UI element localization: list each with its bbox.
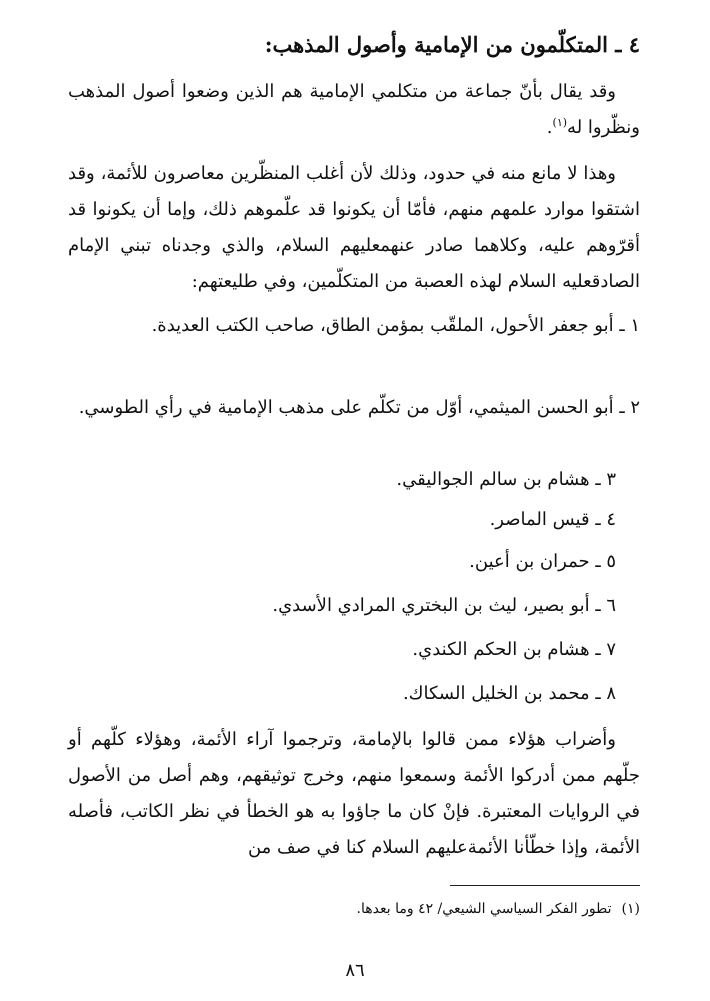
list-item-6: ٦ ـ أبو بصير، ليث بن البختري المرادي الأسدي. xyxy=(272,595,616,616)
paragraph-conclusion xyxy=(68,722,640,866)
paragraph-argument xyxy=(68,156,640,300)
list-item-3: ٣ ـ هشام بن سالم الجواليقي. xyxy=(396,469,616,490)
list-item-7: ٧ ـ هشام بن الحكم الكندي. xyxy=(412,639,616,660)
paragraph-argument-text: وهذا لا مانع منه في حدود، وذلك لأن أغلب المنظّرين معاصرون للأئمة، وقد اشتقوا موارد علمهم منهم، فأمّا أن يكونوا قد علّموهم ذلك، وإما أن يكونوا قد أقرّوهم عليه، وكلاهما صادر عنهمعليهم السلام، والذي وجدناه تبني الإمام الصادقعليه السلام لهذه العصبة من المتكلّمين، وفي طليعتهم: xyxy=(68,163,640,292)
paragraph-intro-text: وقد يقال بأنّ جماعة من متكلمي الإمامية هم الذين وضعوا أصول المذهب ونظّروا له xyxy=(68,81,640,138)
section-heading: ٤ ـ المتكلّمون من الإمامية وأصول المذهب: xyxy=(264,32,640,57)
footnote-number: (١) xyxy=(621,901,640,917)
list-item-5: ٥ ـ حمران بن أعين. xyxy=(469,551,616,572)
paragraph-conclusion-text: وأضراب هؤلاء ممن قالوا بالإمامة، وترجموا آراء الأئمة، وهؤلاء كلّهم أو جلّهم ممن أدركوا الأئمة وسمعوا منهم، وخرج توثيقهم، وهم أصل من الأصول في الروايات المعتبرة. فإنْ كان ما جاؤوا به هو الخطأ في نظر الكاتب، فأصله الأئمة، وإذا خطّأنا الأئمةعليهم السلام كنا في صف من xyxy=(68,729,640,858)
footnote-text: تطور الفكر السياسي الشيعي/ ٤٢ وما بعدها. xyxy=(356,901,612,917)
footnote-divider xyxy=(450,885,640,886)
list-item-2: ٢ ـ أبو الحسن الميثمي، أوّل من تكلّم على مذهب الإمامية في رأي الطوسي. xyxy=(78,397,640,418)
list-item-8: ٨ ـ محمد بن الخليل السكاك. xyxy=(402,683,616,704)
page-number: ٨٦ xyxy=(345,960,365,981)
list-item-4: ٤ ـ قيس الماصر. xyxy=(489,509,616,530)
footnote xyxy=(68,898,640,920)
list-item-1: ١ ـ أبو جعفر الأحول، الملقّب بمؤمن الطاق، صاحب الكتب العديدة. xyxy=(151,315,640,336)
paragraph-intro xyxy=(68,74,640,146)
paragraph-intro-end: . xyxy=(546,117,553,138)
footnote-reference: (١) xyxy=(552,116,568,129)
